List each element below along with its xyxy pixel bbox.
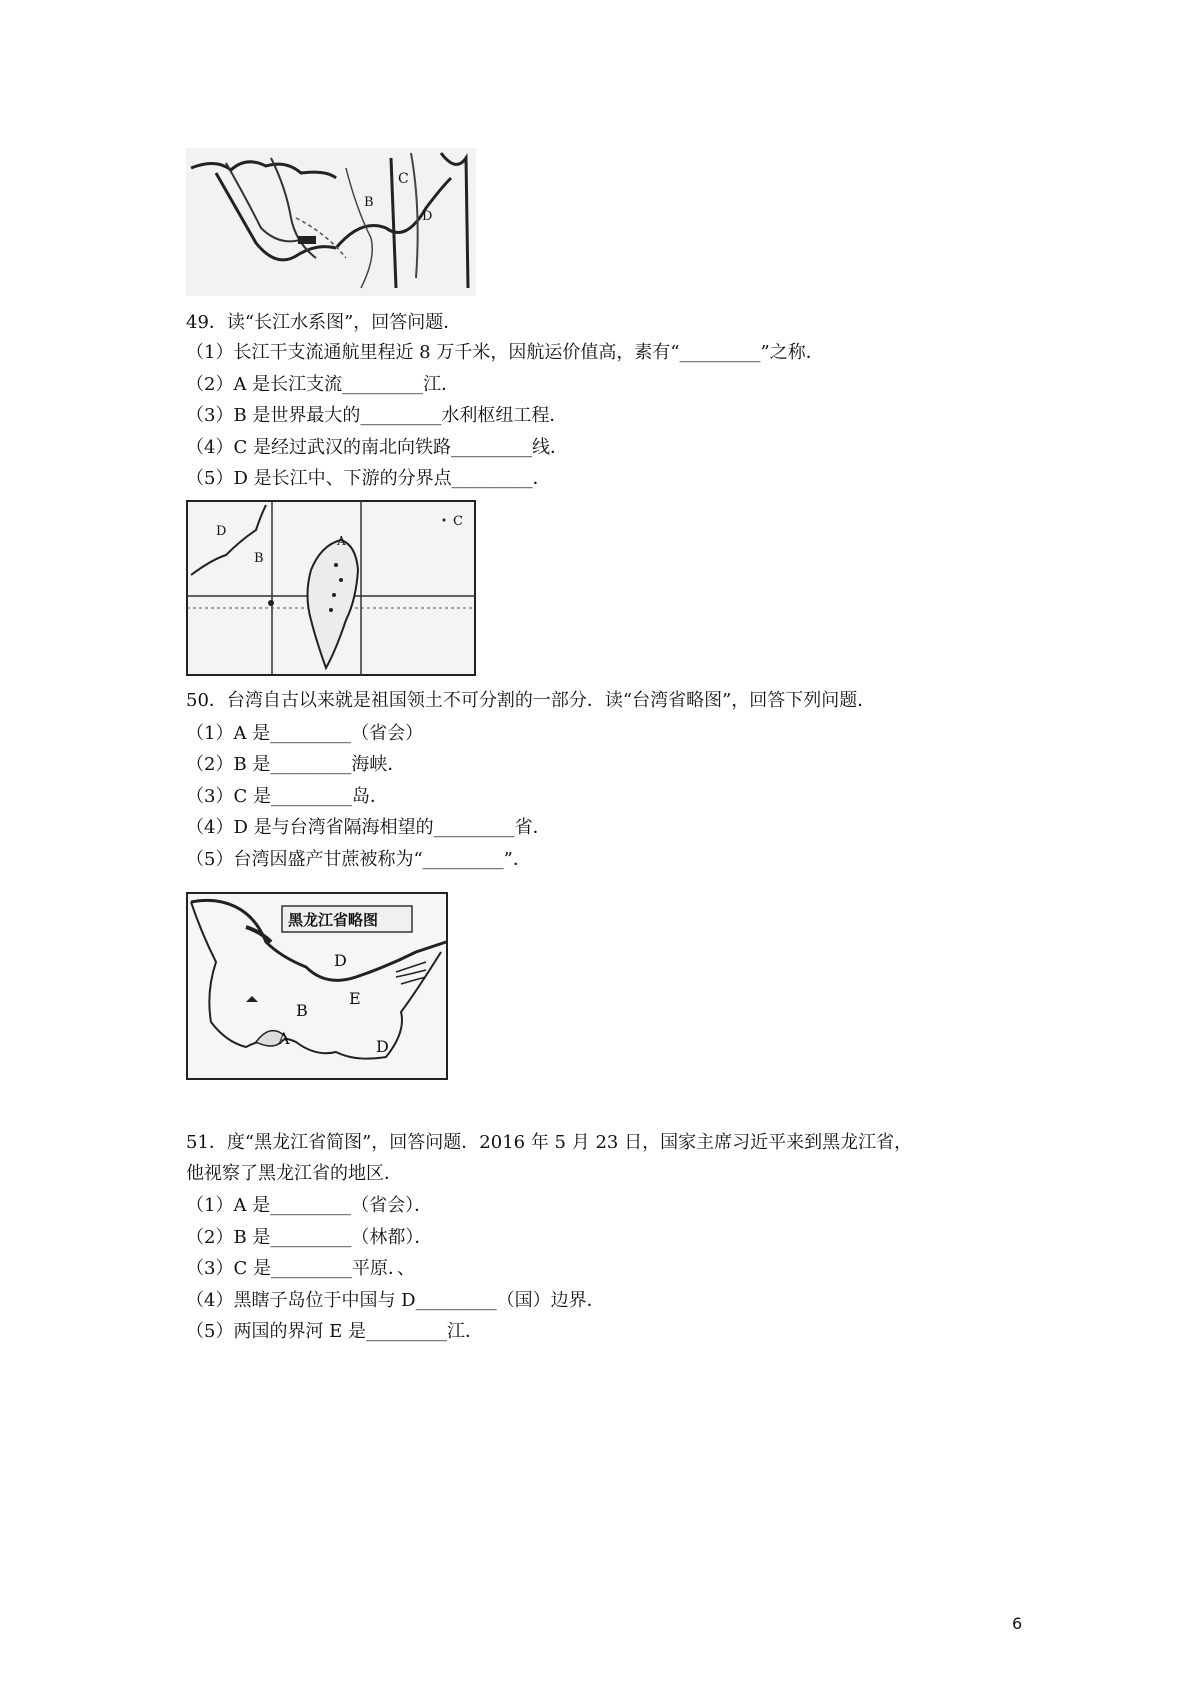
q49-item-4: （4）C 是经过武汉的南北向铁路_________线．: [186, 437, 568, 458]
q51-item-2: （2）B 是_________（林都）．: [186, 1227, 433, 1248]
taiwan-label-a: A: [337, 534, 346, 548]
q50-item-5: （5）台湾因盛产甘蔗被称为“_________”．: [186, 849, 531, 870]
heilongjiang-map: [186, 892, 448, 1080]
q51-item-4: （4）黑瞎子岛位于中国与 D_________（国）边界．: [186, 1290, 605, 1311]
yangtze-label-c: C: [398, 171, 409, 187]
q49-item-2: （2）A 是长江支流_________江．: [186, 374, 460, 395]
yangtze-label-b: B: [364, 195, 374, 210]
q51-item-3: （3）C 是_________平原．、: [186, 1258, 415, 1279]
q50-item-1: （1）A 是_________（省会）: [186, 723, 424, 744]
yangtze-map: [186, 148, 476, 296]
heilongjiang-label-d-south: D: [376, 1037, 389, 1056]
taiwan-label-b: B: [254, 551, 264, 566]
q51-item-5: （5）两国的界河 E 是_________江．: [186, 1321, 484, 1342]
q49-title: 49．读“长江水系图”，回答问题．: [186, 312, 462, 333]
heilongjiang-label-b: B: [296, 1001, 308, 1020]
page-number: 6: [1012, 1614, 1023, 1633]
yangtze-label-d: D: [422, 209, 433, 224]
heilongjiang-label-d-north: D: [334, 951, 347, 970]
heilongjiang-map-title: 黑龙江省略图: [288, 911, 379, 929]
q50-item-2: （2）B 是_________海峡．: [186, 754, 406, 775]
q49-item-3: （3）B 是世界最大的_________水利枢纽工程．: [186, 405, 568, 426]
q50-item-4: （4）D 是与台湾省隔海相望的_________省．: [186, 817, 551, 838]
q50-item-3: （3）C 是_________岛．: [186, 786, 388, 807]
q51-title-cont: 他视察了黑龙江省的地区．: [186, 1163, 402, 1184]
taiwan-map: [186, 500, 476, 676]
q49-item-1: （1）长江干支流通航里程近 8 万千米，因航运价值高，素有“_________”之称．: [186, 342, 824, 363]
taiwan-label-d: D: [216, 524, 227, 539]
heilongjiang-label-e: E: [349, 989, 361, 1008]
heilongjiang-label-a: A: [278, 1029, 290, 1048]
q51-title: 51．度“黑龙江省简图”，回答问题．2016 年 5 月 23 日，国家主席习近平来到黑龙江省，: [186, 1132, 913, 1153]
q51-item-1: （1）A 是_________（省会）．: [186, 1195, 433, 1216]
q50-title: 50．台湾自古以来就是祖国领土不可分割的一部分．读“台湾省略图”，回答下列问题．: [186, 690, 876, 711]
q49-item-5: （5）D 是长江中、下游的分界点_________．: [186, 468, 551, 489]
taiwan-label-c: C: [453, 514, 463, 529]
